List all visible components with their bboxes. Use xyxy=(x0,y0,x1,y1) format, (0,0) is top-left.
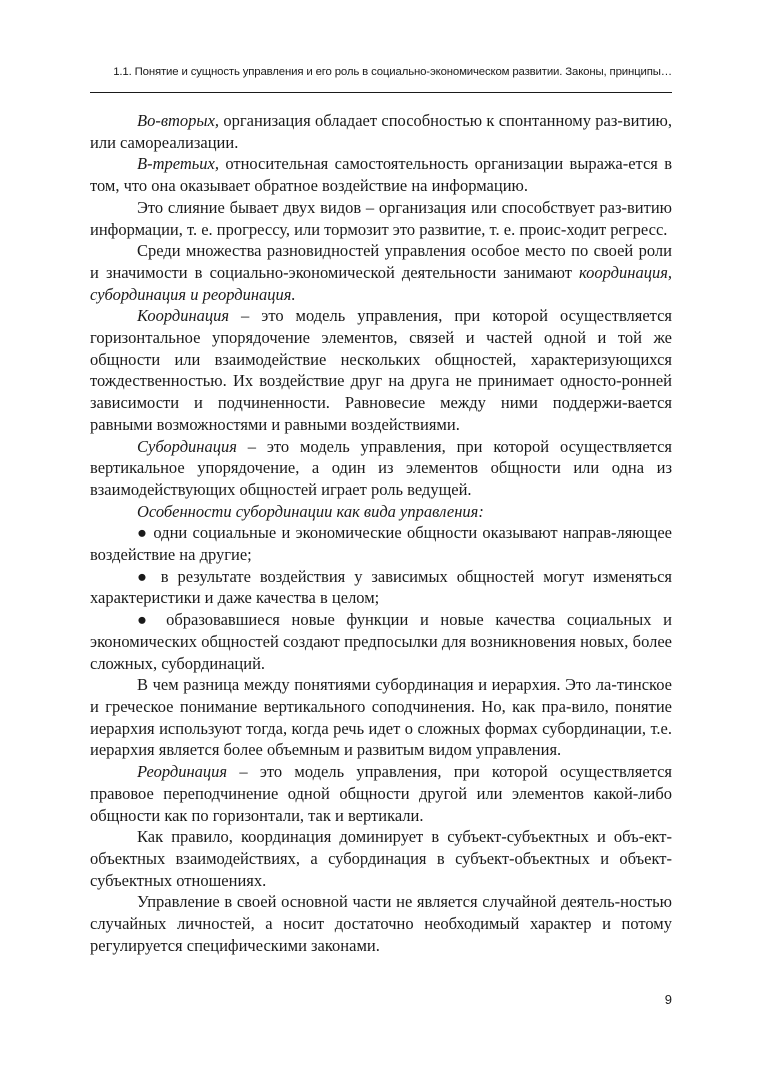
paragraph-lead: Координация xyxy=(137,306,230,326)
paragraph-text: Это слияние бывает двух видов – организация или способствует раз-витию информации, т. е. прогрессу, или тормозит это развитие, т. е. проис-ходит регресс. xyxy=(90,197,672,239)
paragraph-lead: Во-вторых, xyxy=(137,111,220,130)
bullet-item xyxy=(90,522,672,565)
paragraph-text: В чем разница между понятиями субординация и иерархия. Это ла-тинское и греческое понимание вертикального соподчинения. Но, как пра-вило, понятие иерархия используют тогда, когда речь идет о сложных формах субординации, т.е. иерархия является более объемным и развитым видом управления. xyxy=(90,675,672,760)
paragraph-merge-types xyxy=(90,197,672,240)
paragraph-text: ● в результате воздействия у зависимых общностей могут изменяться характеристики и даже качества в целом; xyxy=(90,566,672,608)
paragraph-text: Как правило, координация доминирует в субъект-субъектных и объ-ект-объектных взаимодействиях, а субординация в субъект-объектных и объект-субъектных отношениях. xyxy=(90,827,672,890)
paragraph-secondly xyxy=(90,110,672,153)
paragraph-text: – это модель управления, при которой осуществляется вертикальное упорядочение, а один из элементов общности или одна из взаимодействующих общностей играет роль ведущей. xyxy=(90,436,672,499)
page-number: 9 xyxy=(664,992,672,1007)
paragraph-text: Среди множества разновидностей управления особое место по своей роли и значимости в социально-экономической деятельности занимают xyxy=(90,241,672,282)
header-divider xyxy=(90,92,672,93)
paragraph-tail: координация, субординация и реординация. xyxy=(90,262,672,304)
paragraph-text: – это модель управления, при которой осуществляется правовое переподчинение одной общности другой или элементов какой-либо общности как по горизонтали, так и вертикали. xyxy=(90,762,672,825)
paragraph-management-types xyxy=(90,240,672,305)
paragraph-thirdly xyxy=(90,153,672,196)
paragraph-reordination xyxy=(90,761,672,826)
paragraph-coordination xyxy=(90,305,672,435)
paragraph-text: Управление в своей основной части не является случайной деятель-ностью случайных личностей, а носит достаточно необходимый характер и потому регулируется специфическими законами. xyxy=(90,892,672,955)
page-body xyxy=(90,110,672,956)
paragraph-text: – это модель управления, при которой осуществляется горизонтальное упорядочение элементов, связей и частей одной и той же общности или взаимодействие нескольких общностей, характеризующихся тождественностью. Их воздействие друг на друга не принимает односто-ронней зависимости и подчиненности. Равновесие между ними поддержи-вается равными возможностями и равными воздействиями. xyxy=(90,306,672,434)
paragraph-text: ● образовавшиеся новые функции и новые качества социальных и экономических общностей создают предпосылки для возникновения новых, более сложных, субординаций. xyxy=(90,610,672,673)
paragraph-lead: В-третьих, xyxy=(137,154,219,174)
bullet-item xyxy=(90,566,672,609)
bullet-item xyxy=(90,609,672,674)
paragraph-text: организация обладает способностью к спонтанному раз-витию, или самореализации. xyxy=(90,111,672,152)
paragraph-subordination-features-heading xyxy=(90,501,672,523)
paragraph-hierarchy xyxy=(90,674,672,761)
paragraph-coordination-dominance xyxy=(90,826,672,891)
paragraph-management-laws xyxy=(90,891,672,956)
running-header: 1.1. Понятие и сущность управления и его роль в социально-экономическом развитии. Законы, принципы… xyxy=(113,66,672,78)
paragraph-text: относительная самостоятельность организации выража-ется в том, что она оказывает обратное воздействие на информацию. xyxy=(90,154,672,196)
paragraph-text: ● одни социальные и экономические общности оказывают направ-ляющее воздействие на другие; xyxy=(90,523,672,565)
paragraph-lead: Реординация xyxy=(137,762,228,782)
paragraph-subordination xyxy=(90,436,672,501)
paragraph-lead: Особенности субординации как вида управления: xyxy=(137,501,484,521)
paragraph-lead: Субординация xyxy=(137,436,237,456)
